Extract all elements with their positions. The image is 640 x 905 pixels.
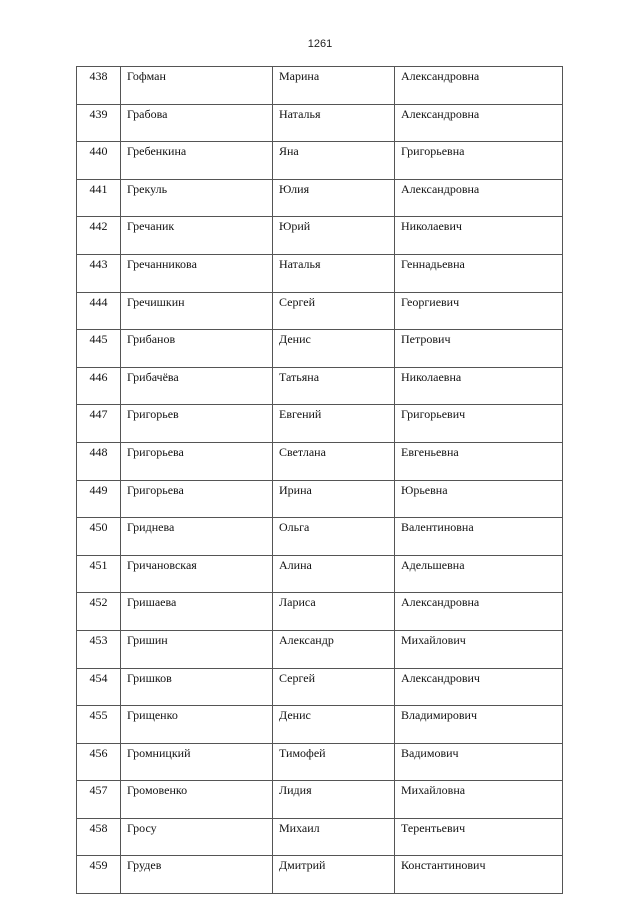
first-name-cell: Сергей (273, 668, 395, 706)
first-name-cell: Лариса (273, 593, 395, 631)
row-number-cell: 455 (77, 706, 121, 744)
table-row (77, 367, 563, 405)
last-name-cell: Громовенко (121, 781, 273, 819)
row-number-cell: 456 (77, 743, 121, 781)
first-name-cell: Ольга (273, 518, 395, 556)
patronymic-cell: Григорьевич (395, 405, 563, 443)
table-row (77, 254, 563, 292)
row-number-cell: 440 (77, 142, 121, 180)
row-number-cell: 444 (77, 292, 121, 330)
patronymic-cell: Вадимович (395, 743, 563, 781)
first-name-cell: Ирина (273, 480, 395, 518)
patronymic-cell: Терентьевич (395, 818, 563, 856)
patronymic-cell: Михайлович (395, 630, 563, 668)
last-name-cell: Грабова (121, 104, 273, 142)
patronymic-cell: Николаевич (395, 217, 563, 255)
last-name-cell: Гришаева (121, 593, 273, 631)
table-row (77, 405, 563, 443)
patronymic-cell: Петрович (395, 330, 563, 368)
first-name-cell: Дмитрий (273, 856, 395, 894)
roster-table (76, 66, 563, 894)
row-number-cell: 445 (77, 330, 121, 368)
patronymic-cell: Николаевна (395, 367, 563, 405)
first-name-cell: Татьяна (273, 367, 395, 405)
row-number-cell: 448 (77, 442, 121, 480)
last-name-cell: Гриднева (121, 518, 273, 556)
patronymic-cell: Георгиевич (395, 292, 563, 330)
row-number-cell: 447 (77, 405, 121, 443)
row-number-cell: 453 (77, 630, 121, 668)
last-name-cell: Григорьева (121, 480, 273, 518)
table-row (77, 856, 563, 894)
table-row (77, 781, 563, 819)
row-number-cell: 442 (77, 217, 121, 255)
row-number-cell: 446 (77, 367, 121, 405)
first-name-cell: Юлия (273, 179, 395, 217)
table-row (77, 292, 563, 330)
last-name-cell: Гришков (121, 668, 273, 706)
first-name-cell: Евгений (273, 405, 395, 443)
last-name-cell: Гросу (121, 818, 273, 856)
roster-body (77, 67, 563, 894)
last-name-cell: Гричановская (121, 555, 273, 593)
row-number-cell: 459 (77, 856, 121, 894)
patronymic-cell: Александровна (395, 104, 563, 142)
last-name-cell: Гришин (121, 630, 273, 668)
first-name-cell: Юрий (273, 217, 395, 255)
table-row (77, 330, 563, 368)
last-name-cell: Гречанникова (121, 254, 273, 292)
row-number-cell: 454 (77, 668, 121, 706)
table-row (77, 518, 563, 556)
table-row (77, 593, 563, 631)
row-number-cell: 438 (77, 67, 121, 105)
row-number-cell: 450 (77, 518, 121, 556)
patronymic-cell: Владимирович (395, 706, 563, 744)
patronymic-cell: Валентиновна (395, 518, 563, 556)
table-row (77, 217, 563, 255)
first-name-cell: Александр (273, 630, 395, 668)
patronymic-cell: Геннадьевна (395, 254, 563, 292)
row-number-cell: 441 (77, 179, 121, 217)
last-name-cell: Гофман (121, 67, 273, 105)
patronymic-cell: Юрьевна (395, 480, 563, 518)
row-number-cell: 457 (77, 781, 121, 819)
first-name-cell: Наталья (273, 254, 395, 292)
table-row (77, 480, 563, 518)
patronymic-cell: Александрович (395, 668, 563, 706)
patronymic-cell: Адельшевна (395, 555, 563, 593)
patronymic-cell: Константинович (395, 856, 563, 894)
table-row (77, 706, 563, 744)
table-row (77, 67, 563, 105)
table-row (77, 179, 563, 217)
first-name-cell: Тимофей (273, 743, 395, 781)
last-name-cell: Грибачёва (121, 367, 273, 405)
last-name-cell: Грищенко (121, 706, 273, 744)
row-number-cell: 452 (77, 593, 121, 631)
last-name-cell: Громницкий (121, 743, 273, 781)
table-row (77, 555, 563, 593)
last-name-cell: Григорьев (121, 405, 273, 443)
first-name-cell: Марина (273, 67, 395, 105)
table-row (77, 104, 563, 142)
patronymic-cell: Михайловна (395, 781, 563, 819)
patronymic-cell: Александровна (395, 593, 563, 631)
table-row (77, 142, 563, 180)
last-name-cell: Гребенкина (121, 142, 273, 180)
row-number-cell: 458 (77, 818, 121, 856)
last-name-cell: Григорьева (121, 442, 273, 480)
last-name-cell: Гречишкин (121, 292, 273, 330)
patronymic-cell: Александровна (395, 179, 563, 217)
first-name-cell: Михаил (273, 818, 395, 856)
first-name-cell: Яна (273, 142, 395, 180)
last-name-cell: Гречаник (121, 217, 273, 255)
last-name-cell: Грекуль (121, 179, 273, 217)
first-name-cell: Наталья (273, 104, 395, 142)
first-name-cell: Денис (273, 330, 395, 368)
table-row (77, 442, 563, 480)
row-number-cell: 443 (77, 254, 121, 292)
first-name-cell: Лидия (273, 781, 395, 819)
patronymic-cell: Евгеньевна (395, 442, 563, 480)
last-name-cell: Грудев (121, 856, 273, 894)
first-name-cell: Сергей (273, 292, 395, 330)
row-number-cell: 449 (77, 480, 121, 518)
first-name-cell: Светлана (273, 442, 395, 480)
table-row (77, 818, 563, 856)
first-name-cell: Алина (273, 555, 395, 593)
patronymic-cell: Григорьевна (395, 142, 563, 180)
table-row (77, 743, 563, 781)
page-number: 1261 (307, 38, 333, 50)
last-name-cell: Грибанов (121, 330, 273, 368)
row-number-cell: 439 (77, 104, 121, 142)
row-number-cell: 451 (77, 555, 121, 593)
patronymic-cell: Александровна (395, 67, 563, 105)
table-row (77, 630, 563, 668)
first-name-cell: Денис (273, 706, 395, 744)
table-row (77, 668, 563, 706)
